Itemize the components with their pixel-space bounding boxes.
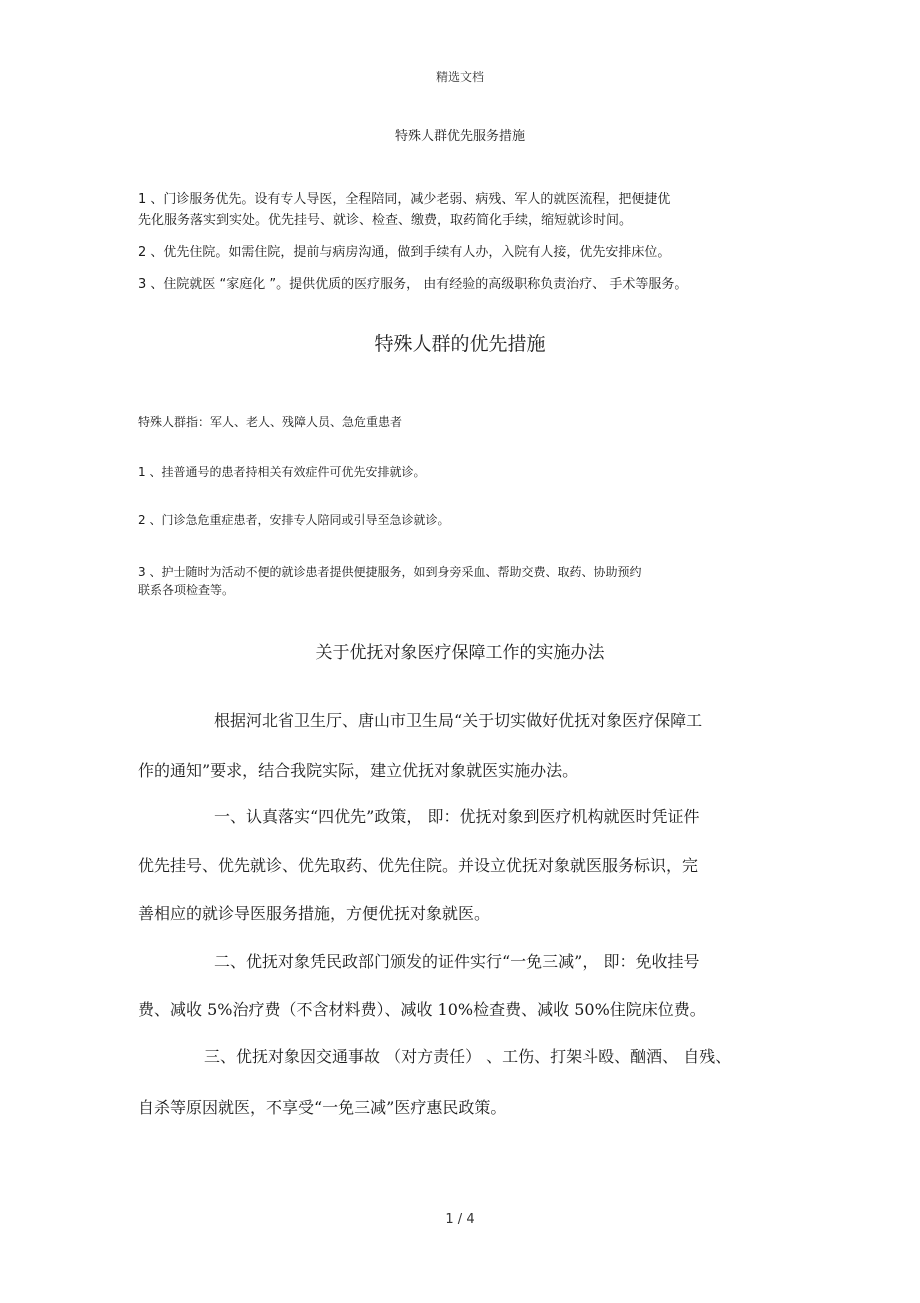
section3-para3-line2: 费、减收 5%治疗费（不含材料费）、减收 10%检查费、减收 50%住院床位费。: [138, 1000, 706, 1019]
section2-intro: 特殊人群指：军人、老人、残障人员、急危重患者: [138, 415, 403, 429]
section3-para3-line1: 二、优抚对象凭民政部门颁发的证件实行“一免三减”， 即：免收挂号: [214, 952, 700, 971]
section1-item2-line1: 2 、优先住院。如需住院，提前与病房沟通，做到手续有人办，入院有人接，优先安排床位。: [138, 245, 671, 260]
section3-para2-line1: 一、认真落实“四优先”政策， 即：优抚对象到医疗机构就医时凭证件: [214, 807, 700, 826]
section1-item1-line1: 1 、门诊服务优先。设有专人导医，全程陪同，减少老弱、病残、军人的就医流程，把便捷优: [138, 192, 671, 207]
section2-item2-line1: 2 、门诊急危重症患者，安排专人陪同或引导至急诊就诊。: [138, 513, 450, 527]
section3-para4-line2: 自杀等原因就医，不享受“一免三减”医疗惠民政策。: [138, 1098, 507, 1117]
section3-para1-line2: 作的通知”要求，结合我院实际，建立优抚对象就医实施办法。: [138, 761, 579, 780]
section3-title: 关于优抚对象医疗保障工作的实施办法: [315, 643, 605, 663]
section3-para4-line1: 三、优抚对象因交通事故 （对方责任） 、工伤、打架斗殴、酗酒、 自残、: [204, 1047, 732, 1066]
section1-item1-line2: 先化服务落实到实处。优先挂号、就诊、检查、缴费，取药简化手续，缩短就诊时间。: [138, 213, 633, 228]
section2-title: 特殊人群的优先措施: [374, 333, 546, 355]
section3-para2-line2: 优先挂号、优先就诊、优先取药、优先住院。并设立优抚对象就医服务标识，完: [138, 856, 699, 875]
document-header-label: 精选文档: [435, 70, 484, 84]
section2-item3-line1: 3 、护士随时为活动不便的就诊患者提供便捷服务，如到身旁采血、帮助交费、取药、协助预约: [138, 565, 642, 579]
section2-item3-line2: 联系各项检查等。: [138, 583, 235, 597]
section3-para1-line1: 根据河北省卫生厅、唐山市卫生局“关于切实做好优抚对象医疗保障工: [214, 711, 703, 730]
section1-item3-line1: 3 、住院就医 “家庭化 ”。提供优质的医疗服务， 由有经验的高级职称负责治疗、 手术等服务。: [138, 277, 688, 292]
section2-item1-line1: 1 、挂普通号的患者持相关有效症件可优先安排就诊。: [138, 465, 426, 479]
page-number: 1 / 4: [445, 1212, 475, 1227]
section1-title: 特殊人群优先服务措施: [394, 129, 525, 144]
section3-para2-line3: 善相应的就诊导医服务措施，方便优抚对象就医。: [138, 904, 491, 923]
